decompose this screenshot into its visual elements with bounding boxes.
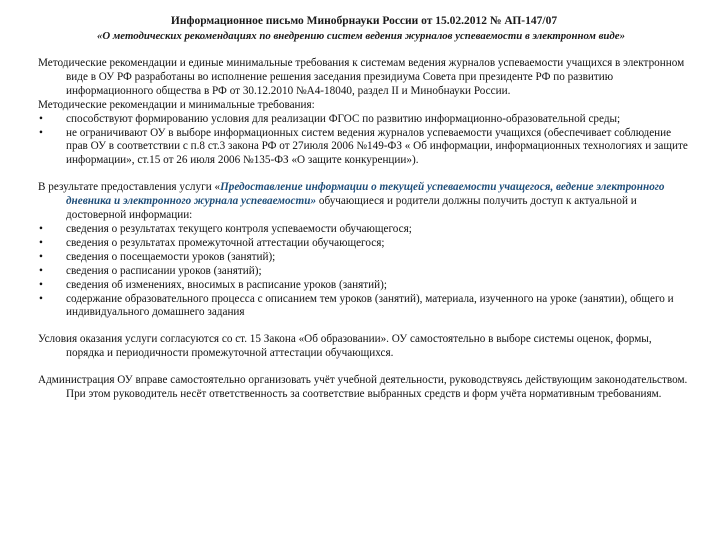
list-item xyxy=(38,223,690,237)
bullet-icon: • xyxy=(39,126,43,139)
requirements-heading: Методические рекомендации и минимальные требования: xyxy=(38,98,315,111)
list-item xyxy=(38,265,690,279)
bullet-icon: • xyxy=(39,236,43,249)
bullet-icon: • xyxy=(39,112,43,125)
bullet-icon: • xyxy=(39,264,43,277)
list-item xyxy=(38,127,690,169)
service-outro-text: обучающиеся и родители должны получить доступ к актуальной и достоверной информации: xyxy=(66,195,637,222)
list-item xyxy=(38,279,690,293)
list-item xyxy=(38,293,690,321)
list-item-text: сведения о результатах текущего контроля успеваемости обучающегося; xyxy=(66,222,412,235)
list-item-text: сведения о результатах промежуточной аттестации обучающегося; xyxy=(66,236,385,249)
document-body xyxy=(38,57,690,402)
intro-paragraph: Методические рекомендации и единые минимальные требования к системам ведения журналов успеваемости учащихся в электронном виде в ОУ РФ разработаны во исполнение решения заседания президиума Совета при президенте РФ по развитию информационного общества в РФ от 30.12.2010 №А4-18040, раздел II и Минобнауки России. xyxy=(38,57,685,97)
administration-paragraph: Администрация ОУ вправе самостоятельно организовать учёт учебной деятельности, руководствуясь действующим законодательством. При этом руководитель несёт ответственность за соответствие выбранных средств и форм учёта нормативным требованиям. xyxy=(38,374,688,401)
document-subtitle: «О методических рекомендациях по внедрению систем ведения журналов успеваемости в электронном виде» xyxy=(97,30,625,42)
service-name-highlight: Предоставление информации о текущей успеваемости учащегося, ведение электронного дневника и электронного журнала успеваемости» xyxy=(66,181,665,208)
document-title: Информационное письмо Минобрнауки России от 15.02.2012 № АП-147/07 xyxy=(170,15,558,27)
bullet-icon: • xyxy=(39,222,43,235)
list-item-text: сведения о посещаемости уроков (занятий); xyxy=(66,250,276,263)
service-paragraph xyxy=(38,181,690,223)
list-item-text: содержание образовательного процесса с описанием тем уроков (занятий), материала, изученного на уроке (занятии), общего и индивидуального домашнего задания xyxy=(66,292,674,319)
list-item-text: сведения об изменениях, вносимых в расписание уроков (занятий); xyxy=(66,278,387,291)
list-item xyxy=(38,113,690,127)
list-item-text: сведения о расписании уроков (занятий); xyxy=(66,264,262,277)
bullet-icon: • xyxy=(39,292,43,305)
conditions-paragraph: Условия оказания услуги согласуются со ст. 15 Закона «Об образовании». ОУ самостоятельно в выборе системы оценок, формы, порядка и периодичности промежуточной аттестации обучающихся. xyxy=(38,333,652,360)
bullet-icon: • xyxy=(39,278,43,291)
list-item xyxy=(38,237,690,251)
bullet-icon: • xyxy=(39,250,43,263)
list-item-text: не ограничивают ОУ в выборе информационных систем ведения журналов успеваемости учащихся (обеспечивает соблюдение прав ОУ в соответствии с п.8 ст.3 закона РФ от 27июля 2006 №149-ФЗ « Об информации, информационных технологиях и защите информации», ст.15 от 26 июля 2006 №135-ФЗ «О защите конкуренции»). xyxy=(66,126,688,167)
list-item-text: способствуют формированию условия для реализации ФГОС по развитию информационно-образовательной среды; xyxy=(66,112,621,125)
list-item xyxy=(38,251,690,265)
service-intro-text: В результате предоставления услуги « xyxy=(38,181,221,194)
